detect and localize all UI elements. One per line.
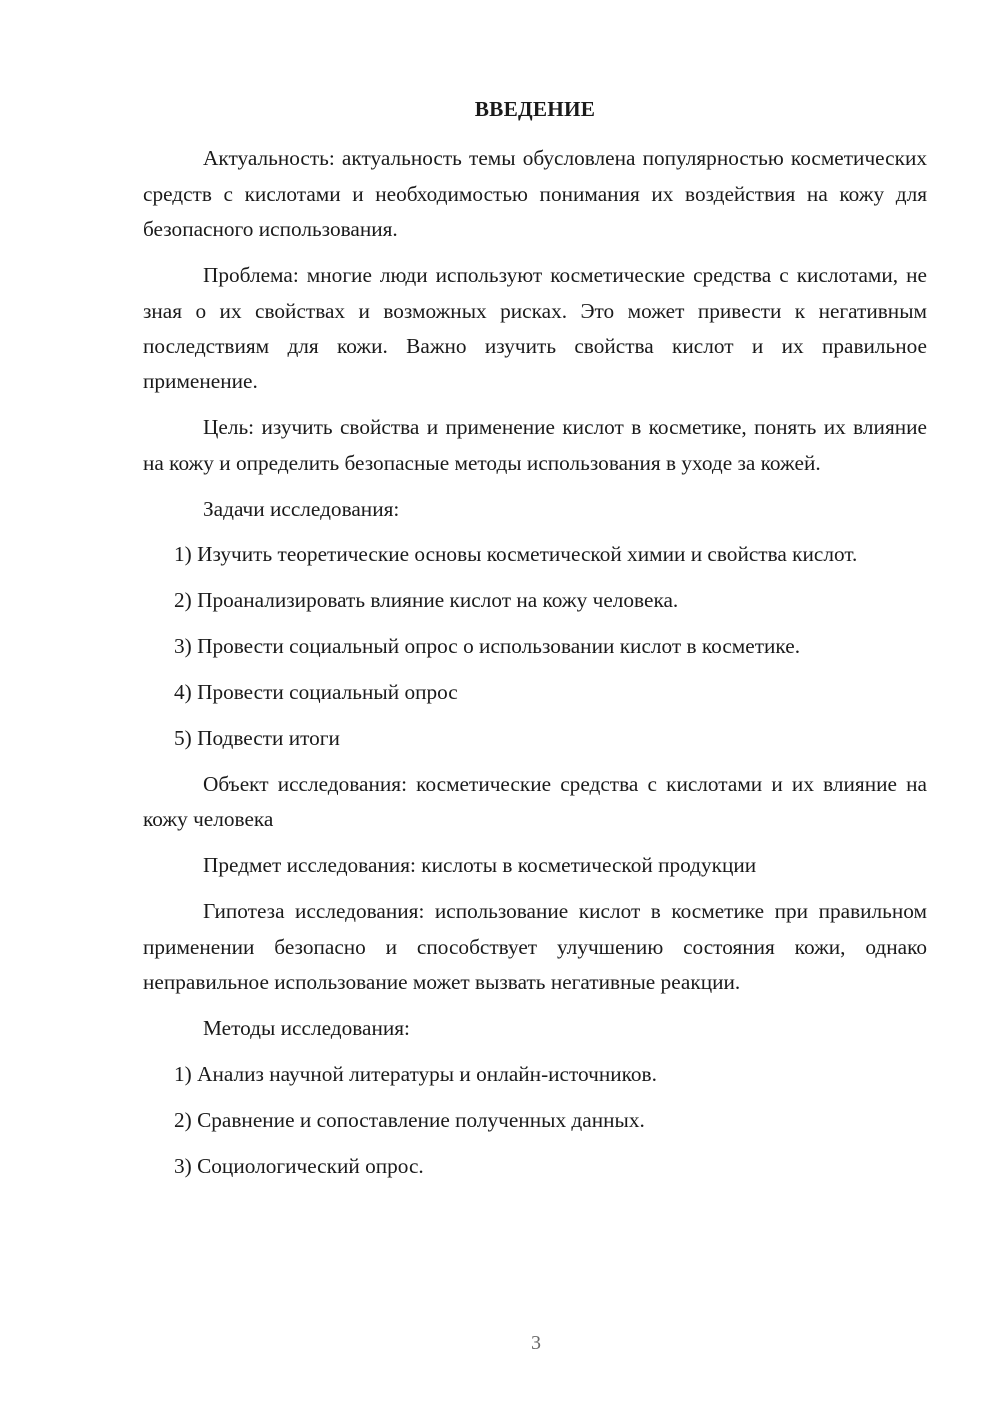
- task-item: 4) Провести социальный опрос: [174, 680, 458, 705]
- page-number: 3: [531, 1332, 541, 1354]
- methods-heading: Методы исследования:: [203, 1015, 410, 1040]
- method-item: 3) Социологический опрос.: [174, 1153, 424, 1178]
- task-item: 2) Проанализировать влияние кислот на кожу человека.: [174, 588, 679, 613]
- method-item: 2) Сравнение и сопоставление полученных данных.: [174, 1107, 645, 1132]
- hypothesis-paragraph: Гипотеза исследования: использование кислот в косметике при правильном применении безопасно и способствует улучшению состояния кожи, однако неправильное использование может вызвать негативные реакции.: [143, 899, 927, 995]
- method-item: 1) Анализ научной литературы и онлайн-источников.: [174, 1061, 657, 1086]
- task-item: 3) Провести социальный опрос о использовании кислот в косметике.: [174, 634, 801, 659]
- task-item: 5) Подвести итоги: [174, 726, 340, 751]
- document-page: [143, 92, 927, 1195]
- task-item: 1) Изучить теоретические основы косметической химии и свойства кислот.: [174, 542, 858, 567]
- problem-paragraph: Проблема: многие люди используют косметические средства с кислотами, не зная о их свойствах и возможных рисках. Это может привести к негативным последствиям для кожи. Важно изучить свойства кислот и их правильное применение.: [143, 263, 927, 394]
- relevance-paragraph: Актуальность: актуальность темы обусловлена популярностью косметических средств с кислотами и необходимостью понимания их воздействия на кожу для безопасного использования.: [143, 146, 927, 242]
- document-title: ВВЕДЕНИЕ: [474, 97, 596, 121]
- object-paragraph: Объект исследования: косметические средства с кислотами и их влияние на кожу человека: [143, 772, 927, 832]
- subject-paragraph: Предмет исследования: кислоты в косметической продукции: [203, 853, 757, 878]
- tasks-heading: Задачи исследования:: [203, 496, 400, 521]
- goal-paragraph: Цель: изучить свойства и применение кислот в косметике, понять их влияние на кожу и определить безопасные методы использования в уходе за кожей.: [143, 415, 927, 475]
